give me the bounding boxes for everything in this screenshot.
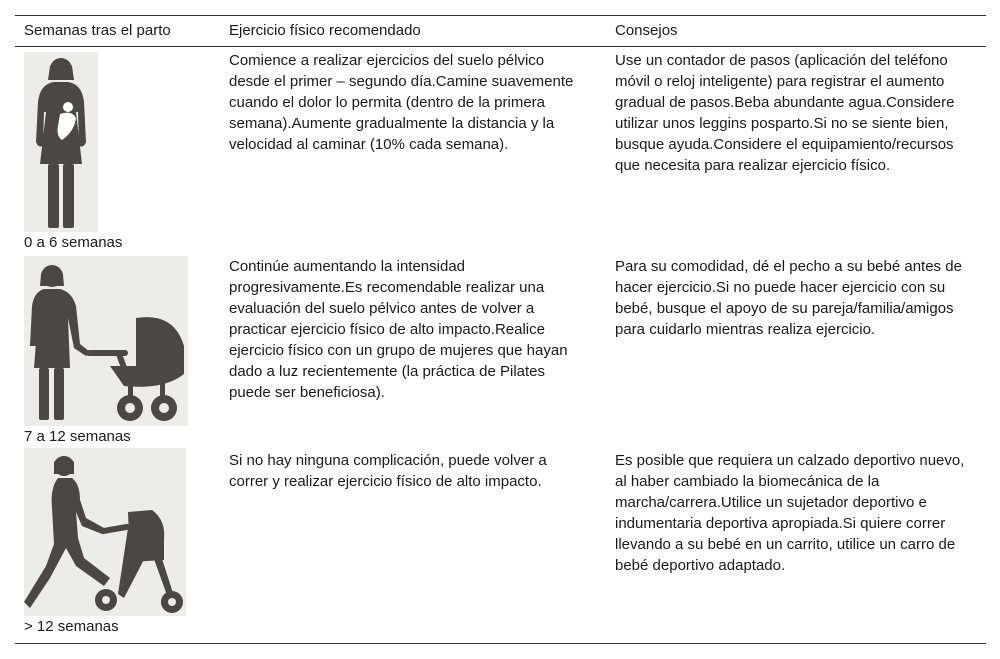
advice-text: Es posible que requiera un calzado deportivo nuevo, al haber cambiado la biomecánica de la marcha/carrera.Utilice un sujetador deportivo e indumentaria deportiva apropiada.Si quiere correr llevando a su bebé en un carrito, utilice un carro de bebé deportivo adaptado. (615, 452, 965, 574)
mother-holding-baby-icon (24, 52, 98, 232)
exercise-text: Si no hay ninguna complicación, puede volver a correr y realizar ejercicio físico de alto impacto. (229, 452, 547, 490)
advice-text: Para su comodidad, dé el pecho a su bebé antes de hacer ejercicio.Si no puede hacer ejercicio con su bebé, busque el apoyo de su pareja/familia/amigos para cuidarlo mientras realiza ejercicio. (615, 258, 962, 338)
mother-running-with-stroller-icon (24, 448, 186, 616)
header-exercise: Ejercicio físico recomendado (229, 22, 421, 39)
table-top-rule (15, 15, 986, 16)
header-weeks: Semanas tras el parto (24, 22, 171, 39)
exercise-text: Continúe aumentando la intensidad progresivamente.Es recomendable realizar una evaluación del suelo pélvico antes de volver a practicar ejercicio físico de alto impacto.Realice ejercicio físico con un grupo de mujeres que hayan dado a luz recientemente (la práctica de Pilates puede ser beneficiosa). (229, 258, 568, 401)
table-bottom-rule (15, 643, 986, 644)
table-header-rule (15, 46, 986, 47)
advice-text: Use un contador de pasos (aplicación del teléfono móvil o reloj inteligente) para registrar el aumento gradual de pasos.Beba abundante agua.Considere utilizar unos leggins posparto.Si no se siente bien, busque ayuda.Considere el equipamiento/recursos que necesita para realizar ejercicio físico. (615, 52, 955, 174)
mother-with-pram-icon (24, 256, 188, 426)
header-advice: Consejos (615, 22, 678, 39)
exercise-text: Comience a realizar ejercicios del suelo pélvico desde el primer – segundo día.Camine suavemente cuando el dolor lo permita (dentro de la primera semana).Aumente gradualmente la distancia y la velocidad al caminar (10% cada semana). (229, 52, 574, 153)
weeks-label: 7 a 12 semanas (24, 428, 131, 445)
weeks-label: > 12 semanas (24, 618, 119, 635)
weeks-label: 0 a 6 semanas (24, 234, 123, 251)
